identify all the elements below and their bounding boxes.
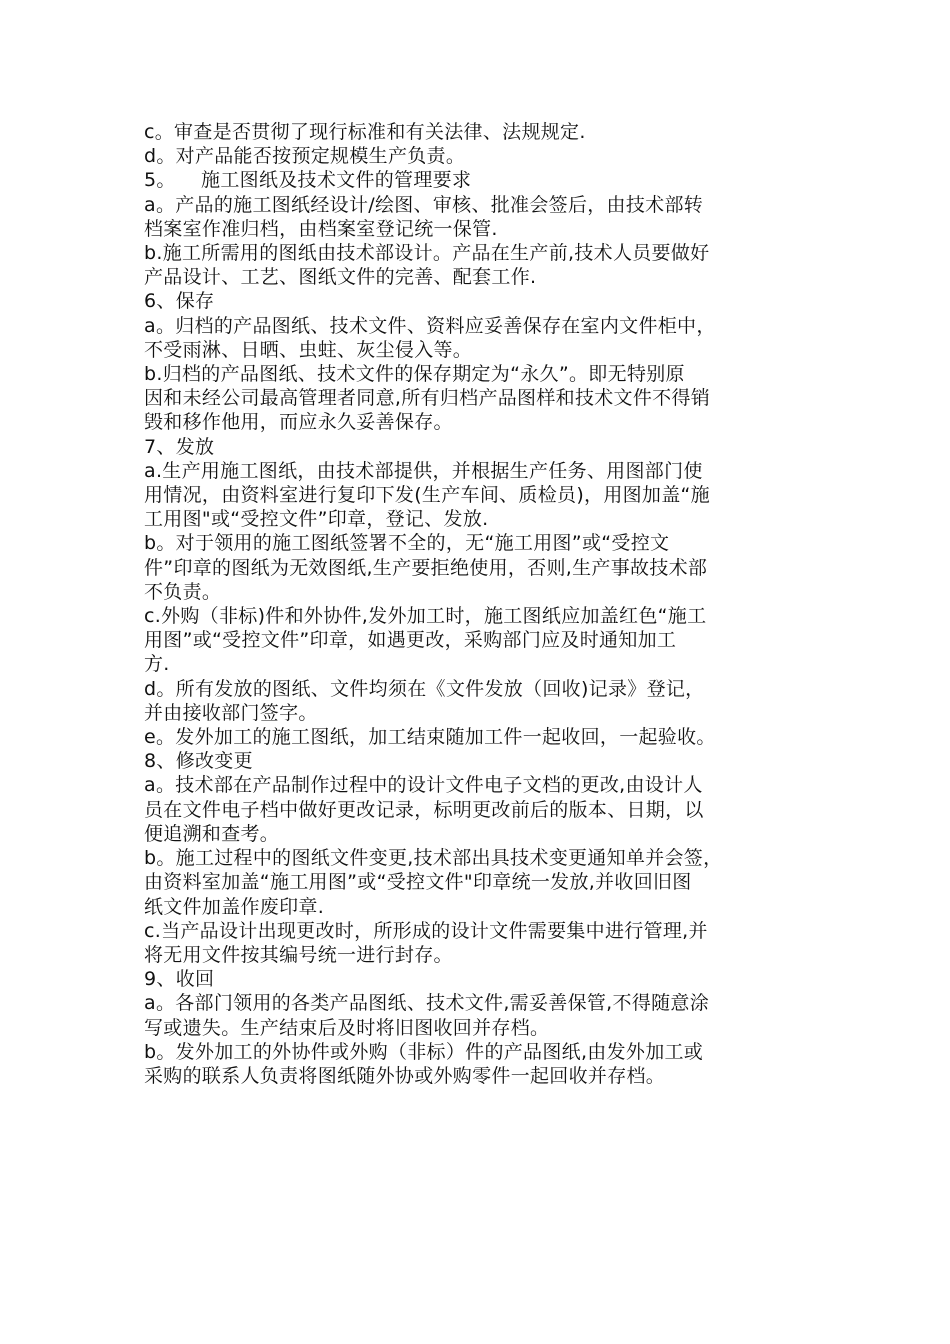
section-heading: 7、发放 bbox=[144, 435, 215, 458]
text-line: 用情况，由资料室进行复印下发(生产车间、质检员)，用图加盖“施 bbox=[144, 484, 710, 507]
text-line: 件”印章的图纸为无效图纸,生产要拒绝使用，否则,生产事故技术部 bbox=[144, 556, 708, 579]
section-heading: 8、修改变更 bbox=[144, 750, 253, 773]
text-line: b。发外加工的外协件或外购（非标）件的产品图纸,由发外加工或 bbox=[144, 1040, 704, 1063]
text-line: a。产品的施工图纸经设计/绘图、审核、批准会签后，由技术部转 bbox=[144, 193, 704, 216]
document-body bbox=[144, 120, 812, 1088]
text-line: 将无用文件按其编号统一进行封存。 bbox=[144, 943, 453, 966]
text-line: 不受雨淋、日晒、虫蛀、灰尘侵入等。 bbox=[144, 338, 473, 361]
text-line: 并由接收部门签字。 bbox=[144, 701, 318, 724]
text-line: b.归档的产品图纸、技术文件的保存期定为“永久”。即无特别原 bbox=[144, 363, 685, 386]
text-line: c.当产品设计出现更改时，所形成的设计文件需要集中进行管理,并 bbox=[144, 919, 708, 942]
text-line: b。对于领用的施工图纸签署不全的，无“施工用图”或“受控文 bbox=[144, 532, 670, 555]
text-line: b。施工过程中的图纸文件变更,技术部出具技术变更通知单并会签， bbox=[144, 847, 723, 870]
text-line: a。各部门领用的各类产品图纸、技术文件,需妥善保管,不得随意涂 bbox=[144, 992, 710, 1015]
section-heading: 6、保存 bbox=[144, 290, 215, 313]
text-line: 档案室作准归档，由档案室登记统一保管. bbox=[144, 217, 498, 240]
text-line: 不负责。 bbox=[144, 580, 222, 603]
text-line: 因和未经公司最高管理者同意,所有归档产品图样和技术文件不得销 bbox=[144, 387, 711, 410]
text-line: 毁和移作他用，而应永久妥善保存。 bbox=[144, 411, 453, 434]
text-line: a。归档的产品图纸、技术文件、资料应妥善保存在室内文件柜中， bbox=[144, 314, 716, 337]
text-line: d。对产品能否按预定规模生产负责。 bbox=[144, 145, 466, 168]
text-line: 方. bbox=[144, 653, 170, 676]
text-line: 工用图"或“受控文件”印章，登记、发放. bbox=[144, 508, 489, 531]
text-line: 写或遗失。生产结束后及时将旧图收回并存档。 bbox=[144, 1016, 550, 1039]
text-line: b.施工所需用的图纸由技术部设计。产品在生产前,技术人员要做好 bbox=[144, 242, 710, 265]
text-line: c.外购（非标)件和外协件,发外加工时，施工图纸应加盖红色“施工 bbox=[144, 605, 707, 628]
text-line: a.生产用施工图纸，由技术部提供，并根据生产任务、用图部门使 bbox=[144, 459, 703, 482]
text-line: 用图”或“受控文件”印章，如遇更改，采购部门应及时通知加工 bbox=[144, 629, 677, 652]
text-line: c。审查是否贯彻了现行标准和有关法律、法规规定. bbox=[144, 121, 586, 143]
text-line: 采购的联系人负责将图纸随外协或外购零件一起回收并存档。 bbox=[144, 1064, 666, 1087]
text-line: 员在文件电子档中做好更改记录，标明更改前后的版本、日期，以 bbox=[144, 798, 704, 821]
text-line: 纸文件加盖作废印章. bbox=[144, 895, 325, 918]
text-line: 便追溯和查考。 bbox=[144, 822, 280, 845]
text-line: e。发外加工的施工图纸，加工结束随加工件一起收回，一起验收。 bbox=[144, 726, 716, 749]
section-heading: 9、收回 bbox=[144, 968, 215, 991]
text-line: 由资料室加盖“施工用图”或“受控文件"印章统一发放,并收回旧图 bbox=[144, 871, 692, 894]
text-line: a。技术部在产品制作过程中的设计文件电子文档的更改,由设计人 bbox=[144, 774, 703, 797]
text-line: 产品设计、工艺、图纸文件的完善、配套工作. bbox=[144, 266, 537, 289]
section-heading: 5。 施工图纸及技术文件的管理要求 bbox=[144, 169, 472, 192]
text-line: d。所有发放的图纸、文件均须在《文件发放（回收)记录》登记， bbox=[144, 677, 705, 700]
